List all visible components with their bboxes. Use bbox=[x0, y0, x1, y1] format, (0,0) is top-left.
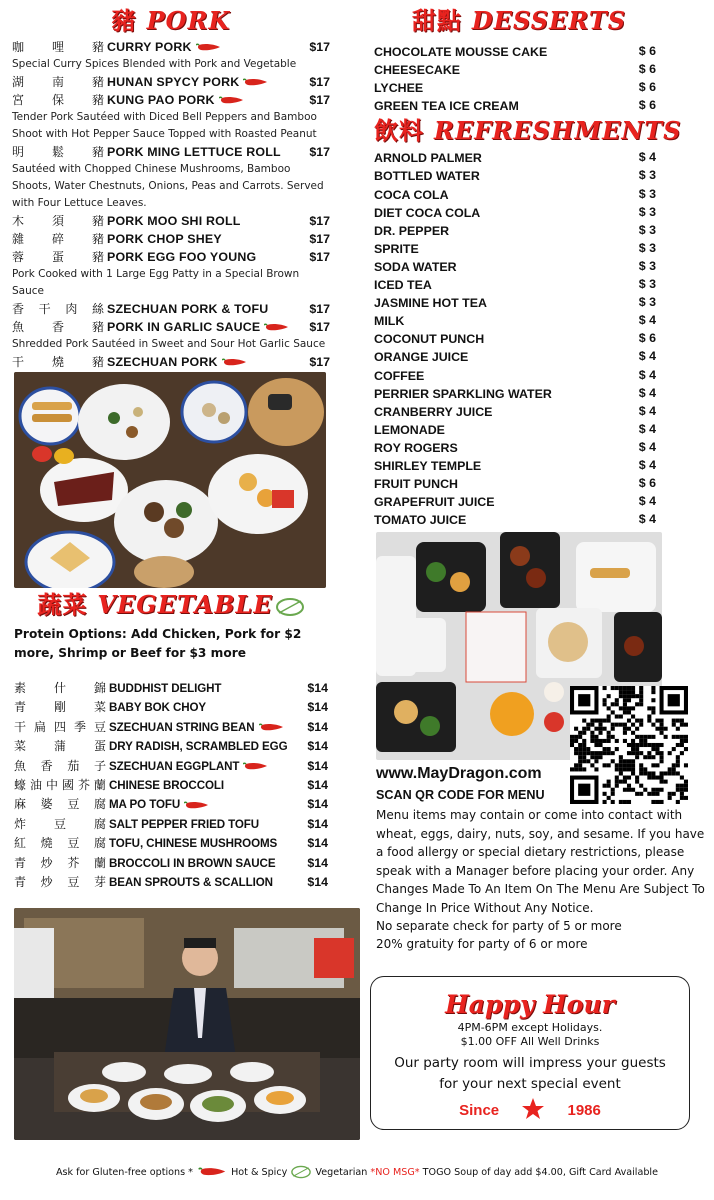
dessert-item bbox=[374, 42, 664, 60]
menu-item-chinese-name: 干 燒 豬 bbox=[12, 355, 104, 369]
drink-name: COCONUT PUNCH bbox=[374, 332, 485, 347]
pepper-icon bbox=[222, 358, 248, 367]
pork-title-en: PORK bbox=[146, 6, 231, 35]
drink-name: PERRIER SPARKLING WATER bbox=[374, 386, 552, 401]
drink-name: COFFEE bbox=[374, 368, 425, 383]
menu-item bbox=[12, 143, 330, 161]
menu-item-name: MA PO TOFU bbox=[109, 795, 210, 814]
menu-item-name: BEAN SPROUTS & SCALLION bbox=[109, 875, 273, 889]
drink-price: $ 3 bbox=[638, 295, 656, 310]
drink-name: SODA WATER bbox=[374, 259, 457, 274]
menu-item bbox=[12, 73, 330, 91]
dessert-price: $ 6 bbox=[638, 44, 656, 58]
menu-item-description: Special Curry Spices Blended with Pork and Vegetable bbox=[12, 58, 297, 70]
refreshments-title-en: REFRESHMENTS bbox=[434, 116, 682, 146]
desserts-title-zh: 甜點 bbox=[411, 6, 462, 35]
refreshments-list bbox=[374, 148, 664, 528]
menu-item bbox=[14, 815, 328, 834]
vegetable-menu-list bbox=[14, 679, 328, 892]
drink-name: BOTTLED WATER bbox=[374, 169, 480, 184]
drink-item bbox=[374, 366, 664, 384]
drink-item bbox=[374, 239, 664, 257]
drink-item bbox=[374, 510, 664, 528]
drink-item bbox=[374, 275, 664, 293]
menu-item-price: $17 bbox=[309, 40, 330, 54]
menu-item bbox=[14, 776, 328, 795]
drink-name: MILK bbox=[374, 314, 405, 329]
menu-item-chinese-name: 蠔 油 中 國 芥 蘭 bbox=[14, 777, 106, 792]
menu-item-name: PORK EGG FOO YOUNG bbox=[107, 250, 257, 264]
since-year: 1986 bbox=[567, 1102, 601, 1119]
menu-item-price: $14 bbox=[307, 816, 328, 831]
qr-code-icon bbox=[570, 686, 688, 804]
menu-item bbox=[14, 698, 328, 717]
vegetarian-label: Vegetarian bbox=[315, 1167, 368, 1178]
menu-item-chinese-name: 香 干 肉 絲 bbox=[12, 302, 104, 316]
gratuity-policy: 20% gratuity for party of 6 or more bbox=[376, 937, 588, 951]
drink-price: $ 6 bbox=[638, 331, 656, 346]
drink-price: $ 4 bbox=[638, 385, 656, 400]
drink-name: SPRITE bbox=[374, 241, 419, 256]
vegetable-title-zh: 蔬菜 bbox=[37, 590, 88, 619]
menu-item-chinese-name: 魚 香 茄 子 bbox=[14, 758, 106, 773]
menu-item-chinese-name: 明 鬆 豬 bbox=[12, 145, 104, 159]
menu-item-chinese-name: 雜 碎 豬 bbox=[12, 232, 104, 246]
menu-item-price: $17 bbox=[309, 75, 330, 89]
drink-name: ARNOLD PALMER bbox=[374, 151, 482, 166]
desserts-list bbox=[374, 42, 664, 114]
drink-item bbox=[374, 166, 664, 184]
menu-item-chinese-name: 素 什 錦 bbox=[14, 681, 106, 695]
drink-item bbox=[374, 203, 664, 221]
menu-item-chinese-name: 湖 南 豬 bbox=[12, 75, 104, 89]
drink-name: ROY ROGERS bbox=[374, 440, 458, 455]
dessert-price: $ 6 bbox=[638, 80, 656, 95]
menu-item bbox=[14, 854, 328, 873]
dessert-item bbox=[374, 78, 664, 96]
drink-price: $ 3 bbox=[638, 204, 656, 219]
drink-name: GRAPEFRUIT JUICE bbox=[374, 495, 495, 510]
menu-item bbox=[12, 248, 330, 266]
leaf-icon bbox=[290, 1165, 312, 1179]
menu-item-price: $17 bbox=[309, 214, 330, 228]
drink-name: DIET COCA COLA bbox=[374, 205, 481, 220]
drink-price: $ 4 bbox=[638, 512, 656, 527]
dessert-name: LYCHEE bbox=[374, 81, 424, 96]
menu-item bbox=[14, 737, 328, 756]
menu-item bbox=[14, 679, 328, 698]
menu-item-price: $14 bbox=[307, 739, 328, 754]
menu-item-chinese-name: 青 炒 豆 芽 bbox=[14, 874, 106, 889]
allergy-notice: Menu items may contain or come into contact with wheat, eggs, dairy, nuts, soy, and sesame. If you have a food allergy or special dietary restrictions, please speak with a Manager before placing your order. Any Changes Made To An Item On The Menu Are Subject To Change In Price Without Any Notice. bbox=[376, 808, 705, 915]
drink-name: CRANBERRY JUICE bbox=[374, 404, 493, 419]
menu-item-price: $14 bbox=[307, 777, 328, 792]
star-icon bbox=[519, 1097, 547, 1121]
pepper-icon bbox=[196, 43, 222, 52]
drink-name: ICED TEA bbox=[374, 278, 432, 293]
menu-item bbox=[12, 212, 330, 230]
happy-hour-time: 4PM-6PM except Holidays. bbox=[457, 1021, 603, 1034]
dessert-item bbox=[374, 60, 664, 78]
protein-options-note: Protein Options: Add Chicken, Pork for $2 more, Shrimp or Beef for $3 more bbox=[14, 627, 302, 660]
menu-item-name: SZECHUAN STRING BEAN bbox=[109, 718, 285, 737]
dessert-price: $ 6 bbox=[638, 62, 656, 77]
drink-item bbox=[374, 257, 664, 275]
drink-price: $ 4 bbox=[638, 313, 656, 328]
drink-item bbox=[374, 402, 664, 420]
drink-price: $ 3 bbox=[638, 222, 656, 237]
drink-price: $ 6 bbox=[638, 476, 656, 491]
menu-item-name: PORK IN GARLIC SAUCE bbox=[107, 318, 290, 336]
menu-item-name: HUNAN SPYCY PORK bbox=[107, 73, 269, 91]
menu-item bbox=[14, 795, 328, 814]
menu-item-price: $17 bbox=[309, 93, 330, 107]
menu-item bbox=[14, 718, 328, 737]
pepper-icon bbox=[264, 323, 290, 332]
drink-item bbox=[374, 456, 664, 474]
menu-item-chinese-name: 咖 哩 豬 bbox=[12, 40, 104, 54]
menu-item-chinese-name: 麻 婆 豆 腐 bbox=[14, 797, 106, 812]
menu-item-price: $14 bbox=[307, 758, 328, 773]
drink-price: $ 4 bbox=[638, 367, 656, 382]
menu-item-name: BUDDHIST DELIGHT bbox=[109, 682, 222, 695]
footer-legend bbox=[0, 1165, 714, 1179]
separate-check-policy: No separate check for party of 5 or more bbox=[376, 919, 622, 933]
menu-item-name: SZECHUAN PORK bbox=[107, 353, 248, 371]
restaurant-owner-photo bbox=[14, 908, 360, 1140]
drink-item bbox=[374, 492, 664, 510]
pork-title-zh: 豬 bbox=[111, 6, 137, 35]
menu-item-price: $14 bbox=[307, 681, 328, 695]
desserts-title-en: DESSERTS bbox=[471, 6, 627, 35]
menu-item bbox=[12, 353, 330, 371]
menu-item-price: $14 bbox=[307, 719, 328, 734]
menu-item-name: DRY RADISH, SCRAMBLED EGG bbox=[109, 740, 288, 754]
pepper-icon bbox=[243, 762, 269, 771]
pepper-icon bbox=[184, 801, 210, 810]
togo-gift-note: TOGO Soup of day add $4.00, Gift Card Available bbox=[422, 1167, 658, 1178]
menu-item-chinese-name: 青 炒 芥 蘭 bbox=[14, 855, 106, 870]
drink-item bbox=[374, 474, 664, 492]
drink-item bbox=[374, 185, 664, 203]
leaf-icon bbox=[275, 597, 305, 617]
drink-price: $ 3 bbox=[638, 168, 656, 183]
menu-item-price: $17 bbox=[309, 355, 330, 369]
menu-item-name: SZECHUAN PORK & TOFU bbox=[107, 302, 269, 316]
menu-item-name: TOFU, CHINESE MUSHROOMS bbox=[109, 837, 278, 851]
drink-name: ORANGE JUICE bbox=[374, 350, 469, 365]
menu-item bbox=[14, 873, 328, 892]
drink-price: $ 4 bbox=[638, 150, 656, 165]
drink-price: $ 4 bbox=[638, 421, 656, 436]
pepper-icon bbox=[219, 96, 245, 105]
dessert-price: $ 6 bbox=[638, 98, 656, 113]
drink-item bbox=[374, 148, 664, 166]
menu-item-name: SALT PEPPER FRIED TOFU bbox=[109, 817, 260, 831]
dessert-name: GREEN TEA ICE CREAM bbox=[374, 99, 519, 114]
drink-name: TOMATO JUICE bbox=[374, 513, 467, 528]
menu-item-name: PORK MING LETTUCE ROLL bbox=[107, 145, 281, 159]
menu-item-chinese-name: 宮 保 豬 bbox=[12, 93, 104, 107]
menu-item-name: CHINESE BROCCOLI bbox=[109, 778, 224, 792]
no-msg-label: *NO MSG* bbox=[370, 1167, 420, 1178]
drink-price: $ 4 bbox=[638, 439, 656, 454]
drink-item bbox=[374, 221, 664, 239]
drink-price: $ 3 bbox=[638, 186, 656, 201]
menu-item-price: $14 bbox=[307, 700, 328, 715]
drink-price: $ 3 bbox=[638, 277, 656, 292]
menu-item-name: PORK CHOP SHEY bbox=[107, 232, 222, 246]
drink-item bbox=[374, 347, 664, 365]
menu-item-name: KUNG PAO PORK bbox=[107, 91, 245, 109]
menu-item-price: $17 bbox=[309, 250, 330, 264]
menu-item-chinese-name: 炸 豆 腐 bbox=[14, 816, 106, 831]
drink-price: $ 4 bbox=[638, 349, 656, 364]
refreshments-section-title bbox=[374, 116, 682, 146]
drink-price: $ 4 bbox=[638, 457, 656, 472]
pepper-icon bbox=[198, 1167, 228, 1177]
menu-item-chinese-name: 蓉 蛋 豬 bbox=[12, 250, 104, 264]
menu-item-chinese-name: 紅 燒 豆 腐 bbox=[14, 836, 106, 851]
menu-item-price: $17 bbox=[309, 232, 330, 246]
drink-price: $ 3 bbox=[638, 240, 656, 255]
hot-spicy-label: Hot & Spicy bbox=[231, 1167, 288, 1178]
gluten-free-note: Ask for Gluten-free options * bbox=[55, 1167, 193, 1178]
menu-item-price: $14 bbox=[307, 797, 328, 812]
menu-item bbox=[12, 300, 330, 318]
drink-price: $ 4 bbox=[638, 494, 656, 509]
dessert-item bbox=[374, 96, 664, 114]
pork-section-title bbox=[12, 6, 330, 36]
menu-item-chinese-name: 魚 香 豬 bbox=[12, 320, 104, 334]
drink-item bbox=[374, 438, 664, 456]
menu-item bbox=[12, 38, 330, 56]
menu-item-description: Shredded Pork Sautéed in Sweet and Sour Hot Garlic Sauce bbox=[12, 338, 326, 350]
menu-item-price: $14 bbox=[307, 874, 328, 889]
pepper-icon bbox=[243, 78, 269, 87]
menu-item-price: $17 bbox=[309, 302, 330, 316]
vegetable-title-en: VEGETABLE bbox=[97, 590, 273, 619]
menu-item-price: $14 bbox=[307, 836, 328, 851]
drink-price: $ 4 bbox=[638, 403, 656, 418]
drink-item bbox=[374, 384, 664, 402]
dessert-name: CHEESECAKE bbox=[374, 63, 461, 78]
menu-item bbox=[14, 757, 328, 776]
menu-item-description: Tender Pork Sautéed with Diced Bell Peppers and Bamboo Shoot with Hot Pepper Sauce Topped with Roasted Peanut bbox=[12, 111, 317, 140]
party-room-text: Our party room will impress your guests for your next special event bbox=[394, 1055, 666, 1092]
drink-name: COCA COLA bbox=[374, 187, 449, 202]
drink-name: LEMONADE bbox=[374, 422, 445, 437]
menu-item-name: BABY BOK CHOY bbox=[109, 701, 207, 715]
drink-item bbox=[374, 329, 664, 347]
drink-name: SHIRLEY TEMPLE bbox=[374, 458, 482, 473]
dessert-name: CHOCOLATE MOUSSE CAKE bbox=[374, 45, 548, 59]
drink-name: DR. PEPPER bbox=[374, 223, 450, 238]
pork-dishes-photo bbox=[14, 372, 326, 588]
menu-item bbox=[12, 318, 330, 336]
menu-item bbox=[14, 834, 328, 853]
menu-item-name: BROCCOLI IN BROWN SAUCE bbox=[109, 856, 276, 870]
desserts-section-title bbox=[374, 6, 664, 36]
menu-item-name: PORK MOO SHI ROLL bbox=[107, 214, 241, 228]
happy-hour-title: Happy Hour bbox=[445, 990, 615, 1019]
since-label: Since bbox=[459, 1102, 500, 1119]
drink-item bbox=[374, 420, 664, 438]
menu-item-name: CURRY PORK bbox=[107, 38, 222, 56]
since-line bbox=[371, 1097, 689, 1121]
drink-name: FRUIT PUNCH bbox=[374, 477, 458, 492]
happy-hour-deal: $1.00 OFF All Well Drinks bbox=[460, 1035, 600, 1048]
menu-item-description: Pork Cooked with 1 Large Egg Patty in a Special Brown Sauce bbox=[12, 268, 300, 297]
menu-item-chinese-name: 青 剛 菜 bbox=[14, 700, 106, 715]
menu-item-description: Sautéed with Chopped Chinese Mushrooms, Bamboo Shoots, Water Chestnuts, Onions, Peas and Carrots. Served with Four Lettuce Leaves. bbox=[12, 163, 324, 209]
menu-item-price: $14 bbox=[307, 855, 328, 870]
drink-item bbox=[374, 311, 664, 329]
drink-item bbox=[374, 293, 664, 311]
menu-item bbox=[12, 91, 330, 109]
menu-item bbox=[12, 230, 330, 248]
website-url[interactable]: www.MayDragon.com bbox=[376, 765, 542, 782]
menu-item-price: $17 bbox=[309, 145, 330, 159]
drink-name: JASMINE HOT TEA bbox=[374, 296, 487, 311]
pepper-icon bbox=[259, 723, 285, 732]
menu-item-chinese-name: 干 扁 四 季 豆 bbox=[14, 719, 106, 734]
scan-qr-text: SCAN QR CODE FOR MENU bbox=[376, 788, 545, 802]
menu-item-chinese-name: 菜 蒲 蛋 bbox=[14, 739, 106, 754]
drink-price: $ 3 bbox=[638, 258, 656, 273]
happy-hour-box bbox=[370, 976, 690, 1130]
menu-item-chinese-name: 木 須 豬 bbox=[12, 214, 104, 228]
menu-item-name: SZECHUAN EGGPLANT bbox=[109, 757, 269, 776]
pork-menu-list bbox=[12, 38, 330, 371]
vegetable-section-title bbox=[12, 590, 330, 620]
refreshments-title-zh: 飲料 bbox=[374, 116, 424, 146]
menu-item-price: $17 bbox=[309, 320, 330, 334]
